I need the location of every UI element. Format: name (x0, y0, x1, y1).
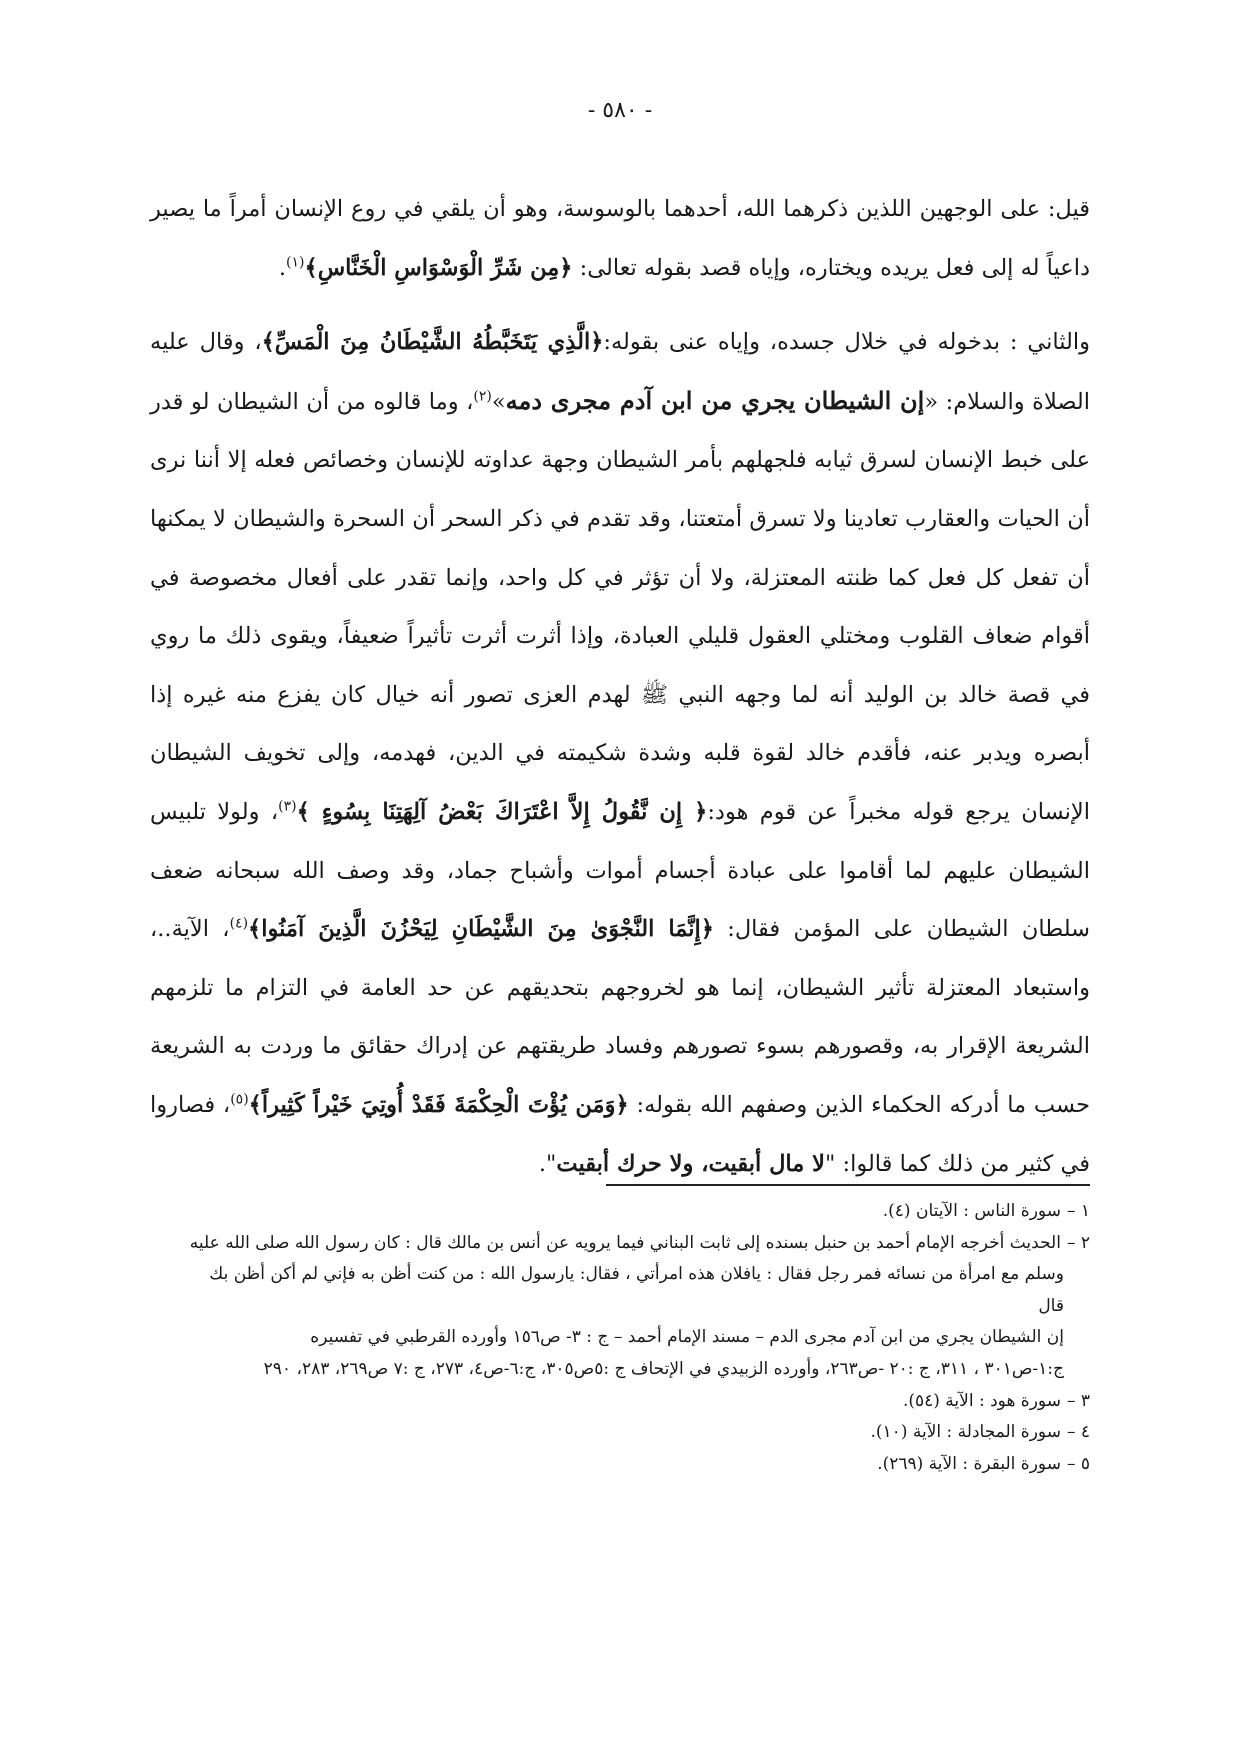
quran-verse: ﴿ إِن نَّقُولُ إِلاَّ اعْتَرَاكَ بَعْضُ آلِهَتِنَا بِسُوءٍ ﴾ (296, 798, 708, 825)
footnote-text: الحديث أخرجه الإمام أحمد بن حنبل بسنده إلى ثابت البناني فيما يرويه عن أنس بن مالك قال : كان رسول الله صلى الله عليه (189, 1232, 1061, 1253)
footnote-text: سورة هود : الآية (٥٤). (902, 1390, 1061, 1411)
p2-text: ، فصاروا في كثير من ذلك كما قالوا: " (150, 1091, 1090, 1177)
footnotes (180, 1196, 1090, 1480)
footnote-2-cont: ج:١-ص٣٠١ ، ٣١١، ج :٢٠ -ص٢٦٣، وأورده الزبيدي في الإتحاف ج :٥ص٣٠٥، ج:٦-ص٤، ٢٧٣، ج :٧ ص٢٦٩، ٢٨٣، ٢٩٠ (263, 1358, 1064, 1379)
footnote-4 (180, 1417, 1090, 1449)
footnote-ref: (٤) (229, 915, 249, 932)
p2-text: ، الآية..، واستبعاد المعتزلة تأثير الشيطان، إنما هو لخروجهم بتحديقهم عن حد العامة في التزام ما تلزمهم الشريعة الإقرار به، وقصورهم بسوء تصورهم وفساد طريقتهم عن إدراك حقائق ما وردت به الشريعة حسب ما أدركه الحكماء الذين وصفهم الله بقوله: (150, 916, 1090, 1118)
quran-verse: ﴿الَّذِي يَتَخَبَّطُهُ الشَّيْطَانُ مِنَ الْمَسِّ﴾ (261, 329, 604, 356)
p2-end: ". (538, 1150, 557, 1177)
quran-verse: ﴿وَمَن يُؤْتَ الْحِكْمَةَ فَقَدْ أُوتِيَ خَيْراً كَثِيراً﴾ (248, 1091, 629, 1118)
footnote-5 (180, 1449, 1090, 1481)
p1-end: . (278, 254, 287, 281)
paragraph-2 (150, 313, 1090, 1193)
p2-text: ، وما قالوه من أن الشيطان لو قدر على خبط الإنسان لسرق ثيابه فلجهلهم بأمر الشيطان وجهة عداوته للإنسان وخصائص فعله إلا أننا نرى أن الحيات والعقارب تعادينا ولا تسرق أمتعتنا، وقد تقدم في ذكر السحر أن السحرة والشيطان لا يمكنها أن تفعل كل فعل كما ظنته المعتزلة، ولا أن تؤثر في كل واحد، وإنما تقدر على أفعال مخصوصة في أقوام ضعاف القلوب ومختلي العقول قليلي العبادة، وإذا أثرت أثرت تأثيراً ضعيفاً، ويقوى ذلك ما روي في قصة خالد بن الوليد أنه لما وجهه النبي ﷺ لهدم العزى تصور أنه خيال كان يفزع منه غيره إذا أبصره ويدبر عنه، فأقدم خالد لقوة قلبه وشدة شكيمته في الدين، فهدمه، وإلى تخويف الشيطان الإنسان يرجع قوله مخبراً عن قوم هود: (150, 388, 1090, 825)
footnote-2 (180, 1228, 1090, 1260)
saying-text: لا مال أبقيت، ولا حرك أبقيت (556, 1150, 825, 1177)
footnote-text: سورة المجادلة : الآية (١٠). (870, 1422, 1061, 1443)
body-text (150, 180, 1090, 1193)
footnote-ref: (١) (286, 254, 305, 271)
footnote-text: سورة البقرة : الآية (٢٦٩). (877, 1453, 1061, 1474)
paragraph-1 (150, 180, 1090, 297)
footnote-number: ٤ – (1066, 1422, 1090, 1443)
p1-text: قيل: على الوجهين اللذين ذكرهما الله، أحدهما بالوسوسة، وهو أن يلقي في روع الإنسان أمراً ما يصير داعياً له إلى فعل يريده ويختاره، وإياه قصد بقوله تعالى: (150, 196, 1090, 281)
footnote-number: ١ – (1066, 1201, 1090, 1221)
p2-text: والثاني : بدخوله في خلال جسده، وإياه عنى بقوله: (603, 329, 1090, 356)
footnote-number: ٣ – (1066, 1390, 1090, 1411)
footnote-ref: (٣) (278, 798, 297, 815)
footnote-2-cont: إن الشيطان يجري من ابن آدم مجرى الدم – مسند الإمام أحمد – ج : ٣- ص١٥٦ وأورده القرطبي في تفسيره (310, 1327, 1064, 1348)
footnote-text: سورة الناس : الآيتان (٤). (882, 1201, 1061, 1221)
hadith-text: إن الشيطان يجري من ابن آدم مجرى دمه (505, 385, 925, 415)
footnote-number: ٢ – (1066, 1232, 1090, 1253)
footnote-divider (606, 1184, 1090, 1186)
p2-text: » (491, 388, 506, 415)
p2-text: ، ولولا تلبيس الشيطان عليهم لما أقاموا على عبادة أجسام أموات وأشباح جماد، وقد وصف الله سبحانه ضعف سلطان الشيطان على المؤمن فقال: (150, 798, 1091, 943)
footnote-ref: (٢) (473, 388, 492, 405)
footnote-number: ٥ – (1066, 1453, 1090, 1474)
footnote-2-cont: وسلم مع امرأة من نسائه فمر رجل فقال : يافلان هذه امرأتي ، فقال: يارسول الله : من كنت أظن به فإني لم أكن أظن بك قال (209, 1264, 1064, 1316)
page-number: - ٥٨٠ - (587, 98, 653, 123)
footnote-3 (180, 1386, 1090, 1418)
footnote-ref: (٥) (230, 1091, 249, 1108)
quran-verse: ﴿إِنَّمَا النَّجْوَىٰ مِنَ الشَّيْطَانِ لِيَحْزُنَ الَّذِينَ آمَنُوا﴾ (248, 916, 714, 943)
footnote-1 (180, 1196, 1090, 1228)
p2-text: ، وقال عليه الصلاة والسلام: « (150, 329, 1090, 415)
quran-verse: ﴿مِن شَرِّ الْوَسْوَاسِ الْخَنَّاسِ﴾ (304, 254, 573, 281)
